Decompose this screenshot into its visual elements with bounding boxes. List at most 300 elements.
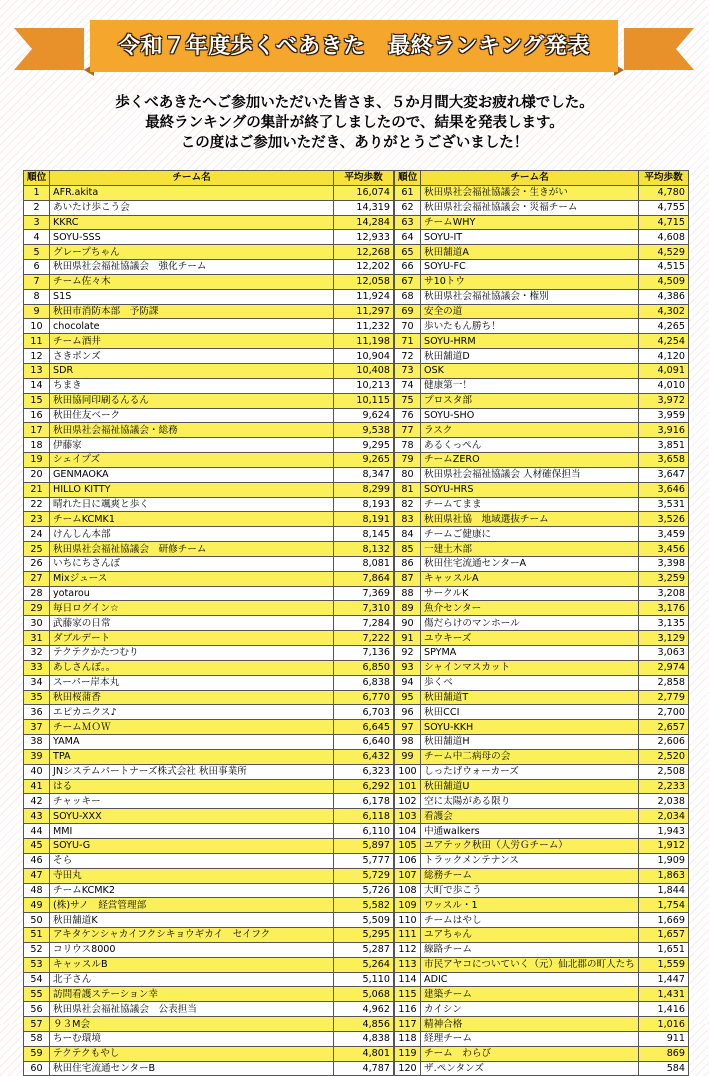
average-steps-cell: 11,297 <box>334 304 394 319</box>
team-name-cell: シャインマスカット <box>421 660 639 675</box>
rank-cell: 31 <box>24 631 50 646</box>
table-row <box>24 957 394 972</box>
rank-cell: 89 <box>395 601 421 616</box>
average-steps-cell: 4,962 <box>334 1002 394 1017</box>
rank-cell: 87 <box>395 571 421 586</box>
table-row <box>395 408 689 423</box>
team-name-cell: 秋田県社会福祉協議会・災福チーム <box>421 200 639 215</box>
team-name-cell: OSK <box>421 363 639 378</box>
team-name-cell: 秋田県社会福祉協議会 研修チーム <box>50 542 334 557</box>
rank-cell: 6 <box>24 260 50 275</box>
team-name-cell: テクテクかたつむり <box>50 646 334 661</box>
average-steps-cell: 4,254 <box>639 334 689 349</box>
team-name-cell: プロスタ部 <box>421 393 639 408</box>
rank-cell: 58 <box>24 1031 50 1046</box>
table-row <box>24 378 394 393</box>
rank-cell: 103 <box>395 809 421 824</box>
team-name-cell: 秋田舗道U <box>421 779 639 794</box>
table-row <box>24 631 394 646</box>
average-steps-cell: 4,120 <box>639 349 689 364</box>
average-steps-cell: 8,145 <box>334 527 394 542</box>
team-name-cell: 秋田県社会福祉協議会 人材確保担当 <box>421 467 639 482</box>
rank-cell: 96 <box>395 705 421 720</box>
rank-cell: 60 <box>24 1061 50 1076</box>
table-row <box>395 898 689 913</box>
average-steps-cell: 1,912 <box>639 838 689 853</box>
team-name-cell: SOYU-KKH <box>421 720 639 735</box>
table-row <box>24 868 394 883</box>
rank-cell: 4 <box>24 230 50 245</box>
team-name-cell: SOYU-SSS <box>50 230 334 245</box>
table-row <box>395 809 689 824</box>
rank-cell: 35 <box>24 690 50 705</box>
table-row <box>24 660 394 675</box>
rank-cell: 115 <box>395 987 421 1002</box>
average-steps-cell: 2,657 <box>639 720 689 735</box>
rank-cell: 8 <box>24 289 50 304</box>
average-steps-cell: 11,232 <box>334 319 394 334</box>
average-steps-cell: 3,959 <box>639 408 689 423</box>
team-name-cell: トラックメンテナンス <box>421 853 639 868</box>
table-row <box>395 260 689 275</box>
table-row <box>24 883 394 898</box>
rank-cell: 77 <box>395 423 421 438</box>
average-steps-cell: 8,193 <box>334 497 394 512</box>
team-name-cell: MMI <box>50 824 334 839</box>
rank-cell: 114 <box>395 972 421 987</box>
rank-cell: 9 <box>24 304 50 319</box>
average-steps-cell: 3,531 <box>639 497 689 512</box>
rank-cell: 57 <box>24 1017 50 1032</box>
team-name-cell: SOYU-SHO <box>421 408 639 423</box>
table-row <box>395 571 689 586</box>
rank-cell: 39 <box>24 749 50 764</box>
average-steps-cell: 5,110 <box>334 972 394 987</box>
average-steps-cell: 4,801 <box>334 1046 394 1061</box>
team-name-cell: シェイプズ <box>50 453 334 468</box>
average-steps-cell: 9,624 <box>334 408 394 423</box>
table-row <box>24 1061 394 1076</box>
table-row <box>24 942 394 957</box>
rank-cell: 93 <box>395 660 421 675</box>
average-steps-cell: 8,081 <box>334 556 394 571</box>
table-row <box>395 200 689 215</box>
average-steps-cell: 7,864 <box>334 571 394 586</box>
table-row <box>395 1002 689 1017</box>
team-name-cell: SDR <box>50 363 334 378</box>
average-steps-cell: 4,780 <box>639 185 689 200</box>
team-name-cell: グレープちゃん <box>50 245 334 260</box>
table-row <box>24 764 394 779</box>
rank-cell: 62 <box>395 200 421 215</box>
team-name-cell: けんしん本部 <box>50 527 334 542</box>
team-name-cell: チャッキー <box>50 794 334 809</box>
team-name-cell: あるくっぺん <box>421 438 639 453</box>
rank-cell: 30 <box>24 616 50 631</box>
average-steps-cell: 6,645 <box>334 720 394 735</box>
table-row <box>24 542 394 557</box>
rank-cell: 14 <box>24 378 50 393</box>
table-row <box>395 423 689 438</box>
average-steps-cell: 7,284 <box>334 616 394 631</box>
average-steps-cell: 12,268 <box>334 245 394 260</box>
average-steps-cell: 3,646 <box>639 482 689 497</box>
table-row <box>24 928 394 943</box>
average-steps-cell: 2,700 <box>639 705 689 720</box>
table-row <box>24 393 394 408</box>
team-name-cell: 経理チーム <box>421 1031 639 1046</box>
table-row <box>24 408 394 423</box>
team-name-cell: 空に太陽がある限り <box>421 794 639 809</box>
team-name-cell: チームKCMK1 <box>50 512 334 527</box>
team-name-cell: SOYU-HRS <box>421 482 639 497</box>
team-name-cell: チーム佐々木 <box>50 274 334 289</box>
table-row <box>395 631 689 646</box>
team-name-cell: 線路チーム <box>421 942 639 957</box>
average-steps-cell: 2,974 <box>639 660 689 675</box>
table-row <box>395 853 689 868</box>
rank-cell: 10 <box>24 319 50 334</box>
average-steps-cell: 8,191 <box>334 512 394 527</box>
rank-cell: 16 <box>24 408 50 423</box>
average-steps-cell: 10,213 <box>334 378 394 393</box>
average-steps-cell: 2,038 <box>639 794 689 809</box>
table-row <box>24 556 394 571</box>
table-row <box>395 1031 689 1046</box>
rank-cell: 78 <box>395 438 421 453</box>
rank-cell: 40 <box>24 764 50 779</box>
table-row <box>395 868 689 883</box>
average-steps-cell: 5,068 <box>334 987 394 1002</box>
team-name-cell: 市民アヤコについていく（元）仙北郡の町人たち <box>421 957 639 972</box>
average-steps-cell: 12,058 <box>334 274 394 289</box>
table-row <box>24 230 394 245</box>
average-steps-cell: 1,016 <box>639 1017 689 1032</box>
average-steps-cell: 1,657 <box>639 928 689 943</box>
rank-header: 順位 <box>24 171 50 186</box>
average-steps-cell: 9,538 <box>334 423 394 438</box>
average-steps-cell: 12,202 <box>334 260 394 275</box>
team-name-cell: ちーむ環境 <box>50 1031 334 1046</box>
average-steps-cell: 3,526 <box>639 512 689 527</box>
rank-cell: 97 <box>395 720 421 735</box>
team-name-cell: ザ.ペンタンズ <box>421 1061 639 1076</box>
average-steps-cell: 5,729 <box>334 868 394 883</box>
team-name-cell: 武藤家の日常 <box>50 616 334 631</box>
team-name-cell: 中通walkers <box>421 824 639 839</box>
team-name-cell: ちまき <box>50 378 334 393</box>
table-row <box>395 749 689 764</box>
average-steps-cell: 3,647 <box>639 467 689 482</box>
table-row <box>24 304 394 319</box>
team-name-cell: あしさんぽ。。 <box>50 660 334 675</box>
team-name-cell: ADIC <box>421 972 639 987</box>
table-row <box>395 646 689 661</box>
table-row <box>24 913 394 928</box>
team-name-cell: 寺田丸 <box>50 868 334 883</box>
average-steps-cell: 6,432 <box>334 749 394 764</box>
table-row <box>24 1046 394 1061</box>
average-steps-cell: 1,447 <box>639 972 689 987</box>
team-name-cell: エピカニクス♪ <box>50 705 334 720</box>
average-steps-cell: 5,295 <box>334 928 394 943</box>
table-row <box>24 260 394 275</box>
average-steps-cell: 4,302 <box>639 304 689 319</box>
team-name-cell: SOYU-HRM <box>421 334 639 349</box>
team-name-cell: 秋田市消防本部 予防課 <box>50 304 334 319</box>
rank-cell: 86 <box>395 556 421 571</box>
rank-cell: 104 <box>395 824 421 839</box>
page-title: 令和７年度歩くべあきた 最終ランキング発表 <box>118 34 590 59</box>
team-name-cell: SOYU-XXX <box>50 809 334 824</box>
average-steps-cell: 1,416 <box>639 1002 689 1017</box>
average-steps-cell: 3,259 <box>639 571 689 586</box>
average-steps-cell: 7,222 <box>334 631 394 646</box>
average-steps-cell: 5,726 <box>334 883 394 898</box>
rank-cell: 43 <box>24 809 50 824</box>
team-name-cell: (株)サノ 経営管理部 <box>50 898 334 913</box>
message-line: この度はご参加いただき、ありがとうございました！ <box>180 135 529 151</box>
average-steps-cell: 6,640 <box>334 735 394 750</box>
average-steps-cell: 7,136 <box>334 646 394 661</box>
table-row <box>395 497 689 512</box>
table-row <box>395 453 689 468</box>
team-name-cell: チームはやし <box>421 913 639 928</box>
rank-cell: 20 <box>24 467 50 482</box>
rank-cell: 81 <box>395 482 421 497</box>
team-name-cell: 秋田舗道K <box>50 913 334 928</box>
team-name-cell: ワッスル・1 <box>421 898 639 913</box>
table-row <box>395 1046 689 1061</box>
team-name-cell: SPYMA <box>421 646 639 661</box>
rank-cell: 85 <box>395 542 421 557</box>
rank-cell: 80 <box>395 467 421 482</box>
rank-cell: 26 <box>24 556 50 571</box>
average-steps-cell: 7,369 <box>334 586 394 601</box>
average-steps-cell: 10,904 <box>334 349 394 364</box>
rank-cell: 67 <box>395 274 421 289</box>
rank-cell: 102 <box>395 794 421 809</box>
table-row <box>395 913 689 928</box>
average-steps-cell: 3,916 <box>639 423 689 438</box>
table-row <box>395 942 689 957</box>
rank-cell: 61 <box>395 185 421 200</box>
table-row <box>395 438 689 453</box>
table-row <box>395 824 689 839</box>
table-row <box>24 586 394 601</box>
rank-cell: 108 <box>395 883 421 898</box>
average-steps-cell: 3,135 <box>639 616 689 631</box>
team-name-cell: chocolate <box>50 319 334 334</box>
average-steps-cell: 14,284 <box>334 215 394 230</box>
table-row <box>395 883 689 898</box>
table-row <box>395 1017 689 1032</box>
average-steps-cell: 2,779 <box>639 690 689 705</box>
team-name-cell: チームZERO <box>421 453 639 468</box>
rank-cell: 116 <box>395 1002 421 1017</box>
team-name-cell: さきポンズ <box>50 349 334 364</box>
average-steps-cell: 4,838 <box>334 1031 394 1046</box>
message-line: 歩くべあきたへご参加いただいた皆さま、５か月間大変お疲れ様でした。 <box>115 95 594 111</box>
rank-cell: 72 <box>395 349 421 364</box>
table-row <box>24 616 394 631</box>
table-row <box>24 705 394 720</box>
rank-cell: 3 <box>24 215 50 230</box>
rank-cell: 11 <box>24 334 50 349</box>
table-row <box>395 586 689 601</box>
rank-cell: 54 <box>24 972 50 987</box>
table-row <box>395 349 689 364</box>
average-steps-cell: 4,010 <box>639 378 689 393</box>
team-name-cell: YAMA <box>50 735 334 750</box>
rank-cell: 107 <box>395 868 421 883</box>
average-steps-cell: 1,863 <box>639 868 689 883</box>
table-row <box>24 690 394 705</box>
average-steps-cell: 8,299 <box>334 482 394 497</box>
average-steps-cell: 3,176 <box>639 601 689 616</box>
average-steps-cell: 9,265 <box>334 453 394 468</box>
team-name-cell: 秋田県社会福祉協議会 強化チーム <box>50 260 334 275</box>
rank-cell: 12 <box>24 349 50 364</box>
rank-cell: 59 <box>24 1046 50 1061</box>
team-name-cell: 秋田舗道T <box>421 690 639 705</box>
table-row <box>395 675 689 690</box>
rank-cell: 101 <box>395 779 421 794</box>
rank-cell: 98 <box>395 735 421 750</box>
average-steps-cell: 4,715 <box>639 215 689 230</box>
average-steps-cell: 6,770 <box>334 690 394 705</box>
average-steps-cell: 12,933 <box>334 230 394 245</box>
team-name-cell: 秋田協同印刷るんるん <box>50 393 334 408</box>
rank-cell: 41 <box>24 779 50 794</box>
average-steps-cell: 5,777 <box>334 853 394 868</box>
table-row <box>24 675 394 690</box>
ranking-table-right <box>394 170 689 1076</box>
table-row <box>395 1061 689 1076</box>
average-steps-cell: 4,608 <box>639 230 689 245</box>
average-steps-cell: 4,091 <box>639 363 689 378</box>
team-name-cell: ダブルデート <box>50 631 334 646</box>
average-steps-cell: 3,129 <box>639 631 689 646</box>
average-steps-cell: 5,264 <box>334 957 394 972</box>
rank-cell: 64 <box>395 230 421 245</box>
average-steps-cell: 1,844 <box>639 883 689 898</box>
table-row <box>24 794 394 809</box>
rank-cell: 55 <box>24 987 50 1002</box>
team-header: チーム名 <box>421 171 639 186</box>
average-steps-cell: 584 <box>639 1061 689 1076</box>
rank-cell: 32 <box>24 646 50 661</box>
table-row <box>395 987 689 1002</box>
rank-cell: 51 <box>24 928 50 943</box>
rank-cell: 34 <box>24 675 50 690</box>
table-row <box>24 512 394 527</box>
average-steps-cell: 3,208 <box>639 586 689 601</box>
average-steps-cell: 8,347 <box>334 467 394 482</box>
average-steps-cell: 3,658 <box>639 453 689 468</box>
average-steps-cell: 1,559 <box>639 957 689 972</box>
team-name-cell: チーム酒井 <box>50 334 334 349</box>
table-row <box>24 467 394 482</box>
average-steps-cell: 2,233 <box>639 779 689 794</box>
rank-cell: 48 <box>24 883 50 898</box>
average-steps-cell: 4,265 <box>639 319 689 334</box>
rank-cell: 29 <box>24 601 50 616</box>
team-name-cell: はる <box>50 779 334 794</box>
team-name-cell: ９３M会 <box>50 1017 334 1032</box>
rank-cell: 52 <box>24 942 50 957</box>
rank-cell: 118 <box>395 1031 421 1046</box>
rank-cell: 27 <box>24 571 50 586</box>
table-row <box>395 334 689 349</box>
average-steps-cell: 3,398 <box>639 556 689 571</box>
steps-header: 平均歩数 <box>639 171 689 186</box>
rank-cell: 2 <box>24 200 50 215</box>
team-name-cell: 秋田県社会福祉協議会 公表担当 <box>50 1002 334 1017</box>
average-steps-cell: 14,319 <box>334 200 394 215</box>
average-steps-cell: 4,509 <box>639 274 689 289</box>
average-steps-cell: 1,754 <box>639 898 689 913</box>
table-row <box>395 556 689 571</box>
team-name-cell: 秋田県社会福祉協議会・総務 <box>50 423 334 438</box>
team-name-cell: 秋田住宅流通センターB <box>50 1061 334 1076</box>
table-row <box>24 853 394 868</box>
average-steps-cell: 4,386 <box>639 289 689 304</box>
average-steps-cell: 5,287 <box>334 942 394 957</box>
table-row <box>395 972 689 987</box>
table-row <box>395 601 689 616</box>
table-row <box>24 646 394 661</box>
rank-cell: 17 <box>24 423 50 438</box>
team-name-cell: スーパー岸本丸 <box>50 675 334 690</box>
rank-cell: 37 <box>24 720 50 735</box>
team-name-cell: 歩いたもん勝ち！ <box>421 319 639 334</box>
rank-cell: 100 <box>395 764 421 779</box>
average-steps-cell: 3,851 <box>639 438 689 453</box>
rank-cell: 83 <box>395 512 421 527</box>
rank-cell: 70 <box>395 319 421 334</box>
team-name-cell: キャッスルB <box>50 957 334 972</box>
table-row <box>395 230 689 245</box>
team-name-cell: 秋田舗道A <box>421 245 639 260</box>
rank-cell: 109 <box>395 898 421 913</box>
rank-cell: 88 <box>395 586 421 601</box>
average-steps-cell: 4,787 <box>334 1061 394 1076</box>
table-row <box>395 735 689 750</box>
table-row <box>24 334 394 349</box>
rank-cell: 74 <box>395 378 421 393</box>
table-row <box>24 898 394 913</box>
average-steps-cell: 1,669 <box>639 913 689 928</box>
rank-cell: 28 <box>24 586 50 601</box>
team-name-cell: ユアテック秋田（人労Ｇチーム） <box>421 838 639 853</box>
team-name-cell: 秋田県社会福祉協議会・生きがい <box>421 185 639 200</box>
table-row <box>24 349 394 364</box>
table-row <box>24 319 394 334</box>
rank-cell: 110 <box>395 913 421 928</box>
table-row <box>395 512 689 527</box>
average-steps-cell: 1,943 <box>639 824 689 839</box>
team-name-cell: S1S <box>50 289 334 304</box>
rank-cell: 65 <box>395 245 421 260</box>
rank-cell: 22 <box>24 497 50 512</box>
rank-cell: 18 <box>24 438 50 453</box>
rank-cell: 120 <box>395 1061 421 1076</box>
rank-cell: 5 <box>24 245 50 260</box>
table-row <box>24 779 394 794</box>
table-row <box>24 972 394 987</box>
rank-header: 順位 <box>395 171 421 186</box>
